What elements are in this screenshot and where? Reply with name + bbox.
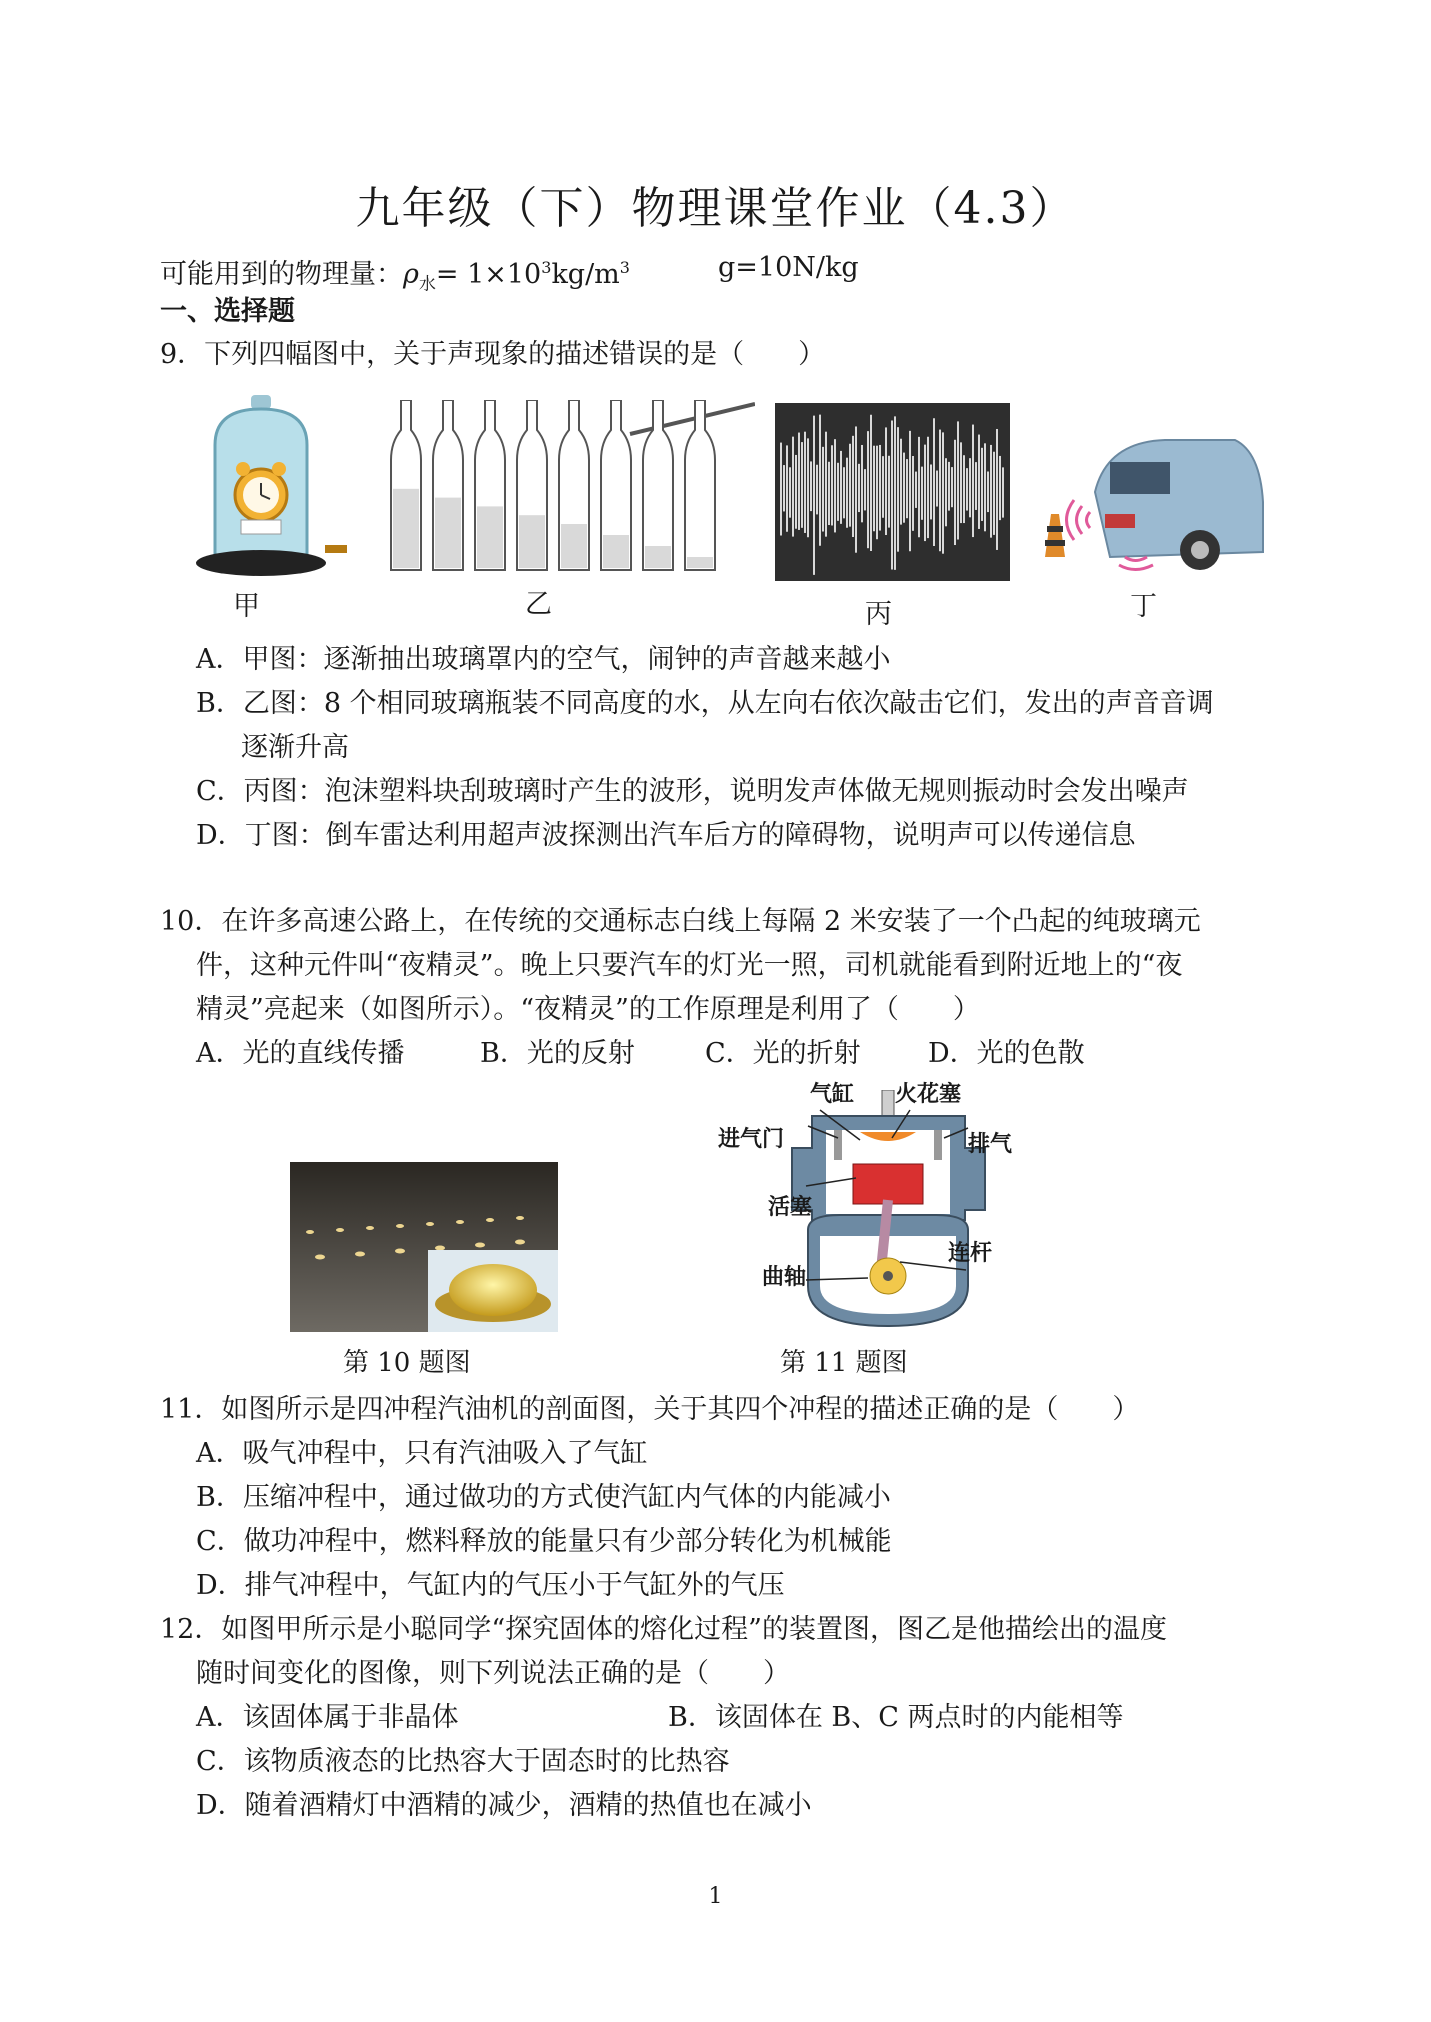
q12-stem-line2: 随时间变化的图像，则下列说法正确的是（ ） [196,1658,790,1689]
rho-symbol: ρ [403,259,419,290]
q11-option-b: B．压缩冲程中，通过做功的方式使汽缸内气体的内能减小 [196,1482,891,1513]
bottle-water [561,524,587,568]
bottle-water [603,535,629,568]
figure-label-bing: 丙 [865,599,892,630]
rho-subscript: 水 [418,274,436,295]
q10-stem-line1: 10．在许多高速公路上，在传统的交通标志白线上每隔 2 米安装了一个凸起的纯玻璃元 [160,906,1201,937]
q10-option-d: D．光的色散 [928,1038,1085,1069]
label-connecting-rod: 连杆 [948,1241,993,1266]
q10-option-b: B．光的反射 [480,1038,635,1069]
rho-exponent: 3 [541,258,552,277]
bottle-water [435,498,461,568]
page-number: 1 [708,1884,723,1909]
q9-option-d: D．丁图：倒车雷达利用超声波探测出汽车后方的障碍物，说明声可以传递信息 [196,820,1136,851]
q10-stem-line3: 精灵”亮起来（如图所示）。“夜精灵”的工作原理是利用了（ ） [196,994,980,1025]
label-intake-valve: 进气门 [718,1127,785,1152]
noise-waveform-image [775,403,1010,581]
bottle-water [519,515,545,568]
bottle-water [687,557,713,568]
q9-option-a: A．甲图：逐渐抽出玻璃罩内的空气，闹钟的声音越来越小 [196,644,891,675]
q11-stem: 11．如图所示是四冲程汽油机的剖面图，关于其四个冲程的描述正确的是（ ） [160,1394,1140,1425]
q11-option-c: C．做功冲程中，燃料释放的能量只有少部分转化为机械能 [196,1526,892,1557]
q11-figure-caption: 第 11 题图 [780,1348,908,1378]
gravity-constant: g=10N/kg [718,252,859,283]
q10-option-c: C．光的折射 [705,1038,861,1069]
bottle-water [393,489,419,568]
q10-option-a: A．光的直线传播 [196,1038,405,1069]
bell-jar-alarm-clock-image [195,395,355,580]
page-title: 九年级（下）物理课堂作业（4.3） [355,183,1076,234]
q12-option-b: B．该固体在 B、C 两点时的内能相等 [668,1702,1124,1733]
section-heading: 一、选择题 [160,296,295,327]
label-cylinder: 气缸 [810,1082,855,1107]
reversing-car-radar-image [1035,432,1270,582]
q11-option-a: A．吸气冲程中，只有汽油吸入了气缸 [196,1438,648,1469]
q12-option-d: D．随着酒精灯中酒精的减少，酒精的热值也在减小 [196,1790,812,1821]
q9-option-b-continued: 逐渐升高 [241,732,349,763]
eight-bottles-image [385,400,755,575]
q10-stem-line2: 件，这种元件叫“夜精灵”。晚上只要汽车的灯光一照，司机就能看到附近地上的“夜 [196,950,1183,981]
label-spark-plug: 火花塞 [895,1082,962,1107]
bottle-water [645,546,671,568]
bottle-water [477,506,503,568]
q9-option-c: C．丙图：泡沫塑料块刮玻璃时产生的波形，说明发声体做无规则振动时会发出噪声 [196,776,1189,807]
label-piston: 活塞 [768,1195,813,1220]
rho-unit: kg/m [551,259,620,290]
rho-value: = 1×10 [435,259,542,290]
constants-prefix: 可能用到的物理量： [160,259,403,290]
q11-option-d: D．排气冲程中，气缸内的气压小于气缸外的气压 [196,1570,785,1601]
q12-stem-line1: 12．如图甲所示是小聪同学“探究固体的熔化过程”的装置图，图乙是他描绘出的温度 [160,1614,1167,1645]
label-crankshaft: 曲轴 [762,1265,807,1290]
q12-option-c: C．该物质液态的比热容大于固态时的比热容 [196,1746,730,1777]
rho-unit-exponent: 3 [619,258,630,277]
glass-bottle [685,400,715,570]
figure-label-ding: 丁 [1130,591,1157,622]
q9-option-b: B．乙图：8 个相同玻璃瓶装不同高度的水，从左向右依次敲击它们，发出的声音音调 [196,688,1214,719]
figure-label-yi: 乙 [525,589,552,620]
q10-figure-caption: 第 10 题图 [343,1348,471,1378]
night-road-glass-studs-image [290,1162,558,1332]
figure-label-jia: 甲 [233,591,260,622]
q12-option-a: A．该固体属于非晶体 [196,1702,459,1733]
label-exhaust: 排气 [968,1132,1013,1157]
q9-stem: 9．下列四幅图中，关于声现象的描述错误的是（ ） [160,339,826,370]
